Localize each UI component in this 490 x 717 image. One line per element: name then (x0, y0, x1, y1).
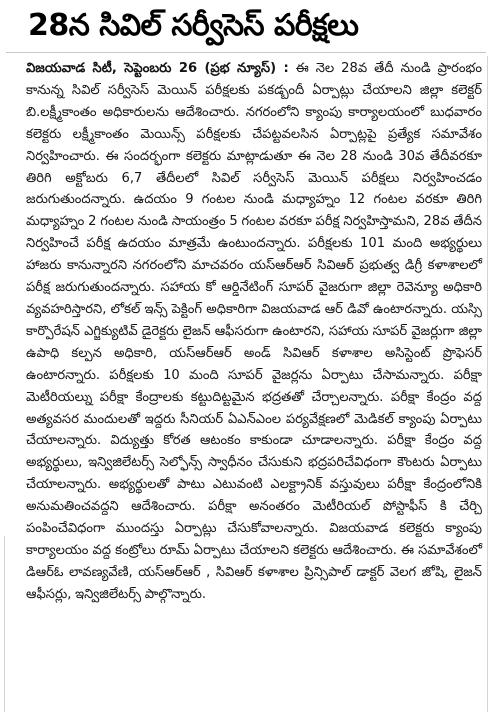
clipping-left-edge (4, 536, 5, 712)
clipping-right-edge (487, 56, 488, 712)
article-dateline: విజయవాడ సిటీ, సెప్టెంబరు 26 (ప్రభ న్యూస్) : (26, 61, 289, 76)
article-text: ఈ నెల 28వ తేదీ నుండి ప్రారంభం కానున్న సివిల్ సర్వీసెస్ మెయిన్ పరీక్షలకు పకడ్బందీ ఏర్పాట్లు చేయాలని జిల్లా కలెక్టర్ బి.లక్ష్మీకాంతం అధికారులను ఆదేశించారు. నగరంలోని క్యాంపు కార్యాలయంలో బుధవారం కలెక్టరు లక్ష్మీకాంతం మెయిన్స్ పరీక్షలకు చేపట్టవలసిన ఏర్పాట్లపై ప్రత్యేక సమావేశం నిర్వహించారు. ఈ సందర్భంగా కలెక్టరు మాట్లాడుతూ ఈ నెల 28 నుండి 30వ తేదీవరకూ తిరిగి అక్టోబరు 6,7 తేదీలలో సివిల్ సర్వీసెస్ మెయిన్ పరీక్షలు నిర్వహించడం జరుగుతుందన్నారు. ఉదయం 9 గంటల నుండి మధ్యాహ్నం 12 గంటల వరకూ తిరిగి మధ్యాహ్నం 2 గంటల నుండి సాయంత్రం 5 గంటల వరకూ పరీక్ష నిర్వహిస్తామని, 28వ తేదీన నిర్వహించే పరీక్ష ఉదయం మాత్రమే ఉంటుందన్నారు. పరీక్షలకు 101 మంది అభ్యర్థులు హాజరు కానున్నారని నగరంలోని మాచవరం యస్ఆర్ఆర్ సివిఆర్ ప్రభుత్వ డిగ్రీ కళాశాలలో పరీక్ష జరుగుతుందన్నారు. సహాయ కో ఆర్డినేటింగ్ సూపర్ వైజరుగా జిల్లా రెవెన్యూ అధికారి వ్యవహరిస్తారని, లోకల్ ఇన్స్ పెక్టింగ్ అధికారిగా విజయవాడ ఆర్ డివో ఉంటారన్నారు. యస్సి కార్పొరేషన్ ఎగ్జిక్యుటివ్ డైరెక్టరు లైజన్ ఆఫీసరుగా ఉంటారని, సహాయ సూపర్ వైజర్లుగా జిల్లా ఉపాధి కల్పన అధికారి, యస్ఆర్ఆర్ అండ్ సివిఆర్ కళాశాల అసిస్టెంట్ ప్రొఫెసర్ ఉంటారన్నారు. పరీక్షలకు 10 మంది సూపర్ వైజర్లను ఏర్పాటు చేసామన్నారు. పరీక్షా మెటీరియల్ను పరీక్షా కేంద్రాలకు కట్టుదిట్టమైన భద్రతతో చేర్చాలన్నారు. పరీక్షా కేంద్రం వద్ద అత్యవసర మందులతో ఇద్దరు సీనియర్ ఏఎన్ఎంల పర్యవేక్షణలో మెడికల్ క్యాంపు ఏర్పాటు చేయాలన్నారు. విద్యుత్తు కోరత ఆటంకం కాకుండా చూడాలన్నారు. పరీక్షా కేంద్రం వద్ద అభ్యర్థులు, ఇన్విజిలేటర్స్ సెల్ఫోన్స్ స్వాధీనం చేసుకుని భద్రపరిచేవిధంగా కౌంటరు ఏర్పాటు చేయాలన్నారు. అభ్యర్థులతో పాటు ఎటువంటి ఎలక్ట్రానిక్ వస్తువులు పరీక్షా కేంద్రంలోనికి అనుమతించవద్దని ఆదేశించారు. పరీక్షా అనంతరం మెటీరియల్ పోస్టాఫీస్ కి చేర్చి పంపించేవిధంగా ముందస్తు ఏర్పాట్లు చేసుకోవాలన్నారు. విజయవాడ కలెక్టరు క్యాంపు కార్యాలయం వద్ద కంట్రోలు రూమ్ ఏర్పాటు చేయాలని కలెక్టరు ఆదేశించారు. ఈ సమావేశంలో డిఆర్ఓ లావణ్యవేణి, యస్ఆర్ఆర్ , సివిఆర్ కళాశాల ప్రిన్సిపాల్ డాక్టర్ వెలగ జోషి, లైజన్ ఆఫీసర్లు, ఇన్విజిలేటర్స్ పాల్గొన్నారు. (26, 61, 482, 602)
article-body (26, 58, 482, 713)
headline-divider (6, 52, 486, 53)
article-paragraph (26, 58, 482, 606)
article-headline: 28న సివిల్ సర్వీసెస్ పరీక్షలు (28, 8, 359, 43)
